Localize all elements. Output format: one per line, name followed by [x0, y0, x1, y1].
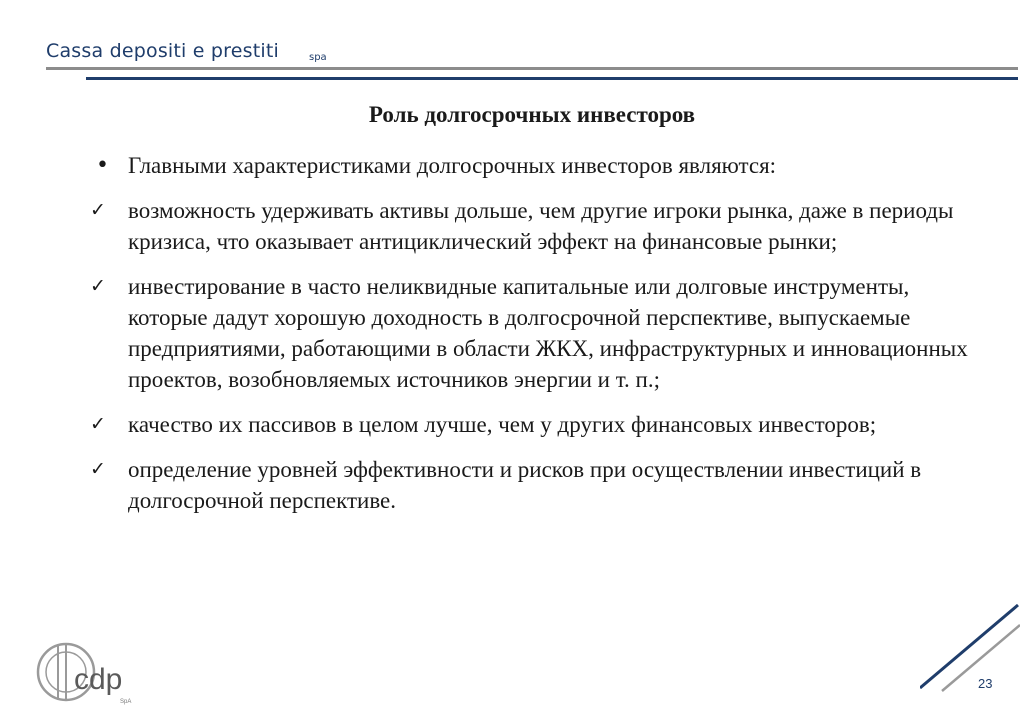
header-suffix: spa: [309, 52, 327, 63]
list-item-text: качество их пассивов в целом лучше, чем у других финансовых инвесторов;: [128, 412, 877, 437]
list-item: [90, 454, 980, 516]
list-item: [90, 409, 980, 440]
header-title: Cassa depositi e prestiti: [46, 40, 279, 62]
page-number: 23: [978, 676, 993, 691]
list-item-text: определение уровней эффективности и рисков при осуществлении инвестиций в долгосрочной перспективе.: [128, 457, 922, 513]
cdp-logo-icon: [34, 637, 134, 707]
intro-item: [90, 150, 980, 181]
list-item-text: инвестирование в часто неликвидные капитальные или долговые инструменты, которые дадут хорошую доходность в долгосрочной перспективе, выпускаемые предприятиями, работающими в области ЖКХ, инфраструктурных и инновационных проектов, возобновляемых источников энергии и т. п.;: [128, 274, 968, 392]
cdp-logo: [34, 637, 134, 712]
list-item-text: возможность удерживать активы дольше, чем другие игроки рынка, даже в периоды кризиса, что оказывает антициклический эффект на финансовые рынки;: [128, 198, 954, 254]
slide-content: [90, 150, 980, 516]
intro-text: Главными характеристиками долгосрочных инвесторов являются:: [128, 153, 777, 178]
checkmark-icon: ✓: [90, 199, 106, 221]
header-rule-gray: [46, 67, 1018, 70]
logo-subtext: SpA: [120, 699, 132, 705]
checkmark-icon: ✓: [90, 275, 106, 297]
decorative-diagonal-lines: [920, 603, 1020, 693]
checkmark-icon: ✓: [90, 458, 106, 480]
slide-title: Роль долгосрочных инвесторов: [368, 102, 696, 127]
bullet-icon: •: [96, 153, 109, 178]
list-item: [90, 271, 980, 395]
checkmark-icon: ✓: [90, 413, 106, 435]
list-item: [90, 195, 980, 257]
logo-text: cdp: [74, 663, 123, 696]
header-rule-navy: [86, 77, 1018, 80]
